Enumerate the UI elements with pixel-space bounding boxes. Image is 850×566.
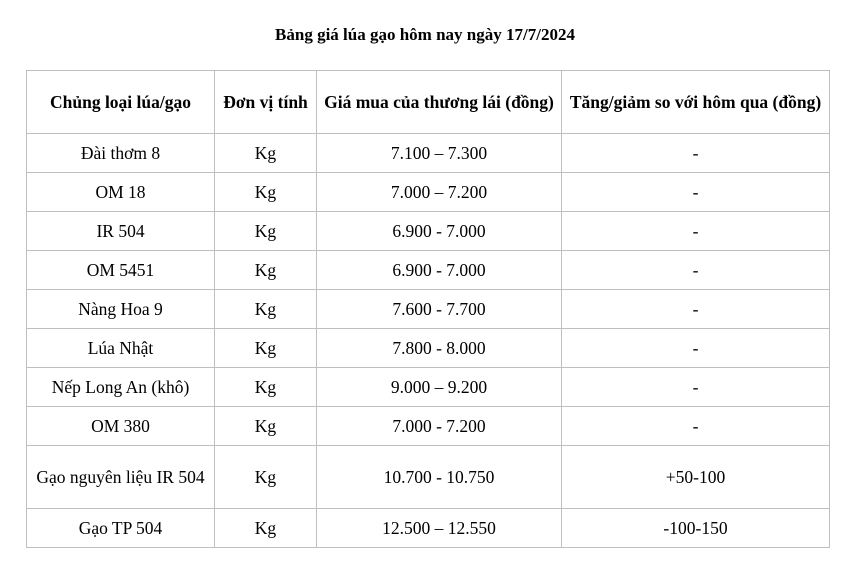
- cell-price: 10.700 - 10.750: [317, 446, 562, 509]
- cell-variety: Nàng Hoa 9: [27, 290, 215, 329]
- header-row: [27, 71, 830, 134]
- cell-unit: Kg: [215, 329, 317, 368]
- cell-price: 7.600 - 7.700: [317, 290, 562, 329]
- cell-change: -: [562, 173, 830, 212]
- cell-price: 12.500 – 12.550: [317, 509, 562, 548]
- cell-price: 6.900 - 7.000: [317, 251, 562, 290]
- header-unit: Đơn vị tính: [215, 71, 317, 134]
- table-row: [27, 134, 830, 173]
- table-row: [27, 407, 830, 446]
- cell-variety: Gạo TP 504: [27, 509, 215, 548]
- table-row: [27, 509, 830, 548]
- rice-price-table: [26, 70, 830, 548]
- table-row: [27, 290, 830, 329]
- cell-unit: Kg: [215, 173, 317, 212]
- cell-variety: Nếp Long An (khô): [27, 368, 215, 407]
- cell-price: 7.000 - 7.200: [317, 407, 562, 446]
- cell-price: 9.000 – 9.200: [317, 368, 562, 407]
- cell-unit: Kg: [215, 134, 317, 173]
- header-change: Tăng/giảm so với hôm qua (đồng): [562, 71, 830, 134]
- cell-change: -100-150: [562, 509, 830, 548]
- table-row: [27, 368, 830, 407]
- cell-price: 6.900 - 7.000: [317, 212, 562, 251]
- cell-variety: OM 5451: [27, 251, 215, 290]
- cell-unit: Kg: [215, 251, 317, 290]
- table-row: [27, 251, 830, 290]
- cell-variety: Đài thơm 8: [27, 134, 215, 173]
- table-row: [27, 173, 830, 212]
- cell-unit: Kg: [215, 509, 317, 548]
- cell-price: 7.000 – 7.200: [317, 173, 562, 212]
- cell-variety: OM 380: [27, 407, 215, 446]
- header-price: Giá mua của thương lái (đồng): [317, 71, 562, 134]
- cell-change: -: [562, 368, 830, 407]
- cell-price: 7.100 – 7.300: [317, 134, 562, 173]
- cell-change: +50-100: [562, 446, 830, 509]
- table-row: [27, 212, 830, 251]
- cell-variety: IR 504: [27, 212, 215, 251]
- cell-change: -: [562, 407, 830, 446]
- cell-change: -: [562, 251, 830, 290]
- table-row: [27, 329, 830, 368]
- cell-unit: Kg: [215, 407, 317, 446]
- cell-variety: Gạo nguyên liệu IR 504: [27, 446, 215, 509]
- table-title: Bảng giá lúa gạo hôm nay ngày 17/7/2024: [275, 25, 575, 44]
- cell-unit: Kg: [215, 446, 317, 509]
- cell-change: -: [562, 134, 830, 173]
- cell-variety: Lúa Nhật: [27, 329, 215, 368]
- cell-unit: Kg: [215, 290, 317, 329]
- cell-unit: Kg: [215, 212, 317, 251]
- cell-change: -: [562, 212, 830, 251]
- table-row: [27, 446, 830, 509]
- header-variety: Chủng loại lúa/gạo: [27, 71, 215, 134]
- cell-change: -: [562, 329, 830, 368]
- cell-change: -: [562, 290, 830, 329]
- cell-unit: Kg: [215, 368, 317, 407]
- cell-price: 7.800 - 8.000: [317, 329, 562, 368]
- cell-variety: OM 18: [27, 173, 215, 212]
